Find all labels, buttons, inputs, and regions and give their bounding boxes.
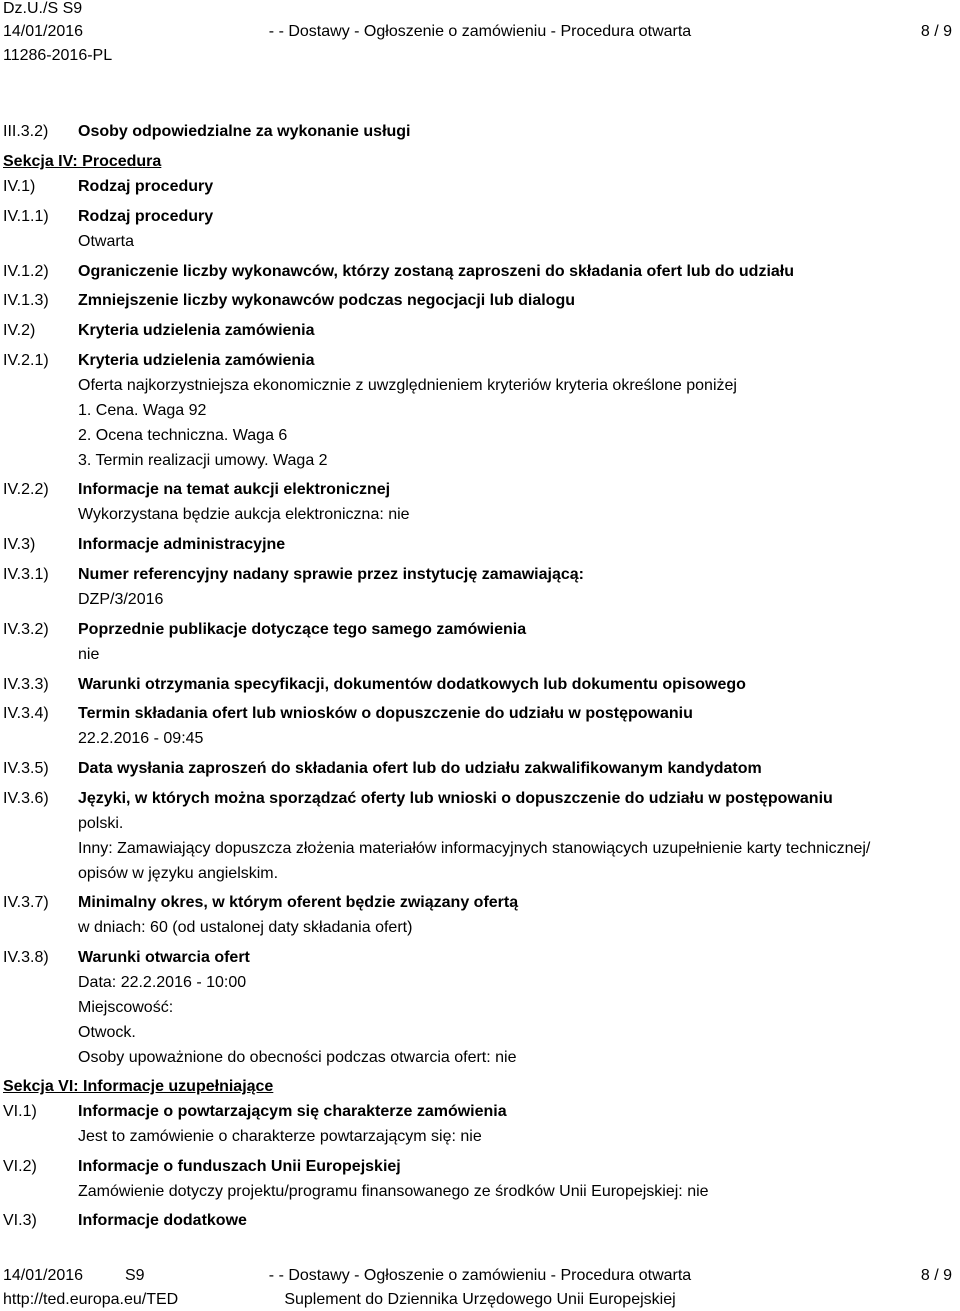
section-number: IV.1.3) xyxy=(3,292,49,309)
section-number: IV.1.2) xyxy=(3,263,49,280)
section-number: IV.3.1) xyxy=(3,566,49,583)
section-value: Inny: Zamawiający dopuszcza złożenia materiałów informacyjnych stanowiących uzupełnienie karty technicznej/ xyxy=(78,840,871,857)
header-date: 14/01/2016 xyxy=(3,23,84,40)
section-title: Zmniejszenie liczby wykonawców podczas negocjacji lub dialogu xyxy=(78,292,575,309)
section-title: Rodzaj procedury xyxy=(78,208,214,225)
section-title: Rodzaj procedury xyxy=(78,178,214,195)
section-number: VI.3) xyxy=(3,1212,37,1229)
section-title: Poprzednie publikacje dotyczące tego samego zamówienia xyxy=(78,621,527,638)
section-value: w dniach: 60 (od ustalonej daty składania ofert) xyxy=(78,919,413,936)
section-text: Wykorzystana będzie aukcja elektroniczna: nie xyxy=(78,506,410,523)
section-number: VI.1) xyxy=(3,1103,37,1120)
footer-url[interactable]: http://ted.europa.eu/TED xyxy=(3,1291,179,1308)
place-label: Miejscowość: xyxy=(78,999,174,1016)
section-number: IV.1) xyxy=(3,178,36,195)
footer-page-number: 8 / 9 xyxy=(920,1267,952,1284)
section-value: nie xyxy=(78,646,100,663)
section-value: DZP/3/2016 xyxy=(78,591,164,608)
section-heading: Sekcja VI: Informacje uzupełniające xyxy=(3,1078,274,1095)
section-number: IV.3.4) xyxy=(3,705,49,722)
section-title: Osoby odpowiedzialne za wykonanie usługi xyxy=(78,123,411,140)
section-number: IV.3) xyxy=(3,536,36,553)
section-title: Warunki otrzymania specyfikacji, dokumentów dodatkowych lub dokumentu opisowego xyxy=(78,676,746,693)
section-value: Otwarta xyxy=(78,233,135,250)
section-heading: Sekcja IV: Procedura xyxy=(3,153,162,170)
section-title: Języki, w których można sporządzać oferty lub wnioski o dopuszczenie do udziału w postępowaniu xyxy=(78,790,833,807)
section-title: Informacje o powtarzającym się charakterze zamówienia xyxy=(78,1103,507,1120)
criterion-item: 1. Cena. Waga 92 xyxy=(78,402,207,419)
header-title: - - Dostawy - Ogłoszenie o zamówieniu - Procedura otwarta xyxy=(268,23,692,40)
section-title: Warunki otwarcia ofert xyxy=(78,949,250,966)
header-page-number: 8 / 9 xyxy=(920,23,952,40)
header-doc-number: 11286-2016-PL xyxy=(3,47,113,64)
section-title: Informacje administracyjne xyxy=(78,536,286,553)
section-title: Ograniczenie liczby wykonawców, którzy zostaną zaproszeni do składania ofert lub do udziału xyxy=(78,263,794,280)
section-number: IV.3.2) xyxy=(3,621,49,638)
section-title: Kryteria udzielenia zamówienia xyxy=(78,322,315,339)
section-title: Numer referencyjny nadany sprawie przez instytucję zamawiającą: xyxy=(78,566,584,583)
footer-date: 14/01/2016 xyxy=(3,1267,84,1284)
section-number: VI.2) xyxy=(3,1158,37,1175)
section-number: IV.2.2) xyxy=(3,481,49,498)
section-value: 22.2.2016 - 09:45 xyxy=(78,730,204,747)
criterion-item: 3. Termin realizacji umowy. Waga 2 xyxy=(78,452,328,469)
section-title: Informacje na temat aukcji elektronicznej xyxy=(78,481,391,498)
section-number: IV.3.3) xyxy=(3,676,49,693)
section-title: Data wysłania zaproszeń do składania ofert lub do udziału zakwalifikowanym kandydatom xyxy=(78,760,762,777)
section-number: III.3.2) xyxy=(3,123,49,140)
header-series: Dz.U./S S9 xyxy=(3,0,83,17)
section-number: IV.2.1) xyxy=(3,352,49,369)
section-title: Kryteria udzielenia zamówienia xyxy=(78,352,315,369)
section-title: Minimalny okres, w którym oferent będzie związany ofertą xyxy=(78,894,519,911)
section-text: Jest to zamówienie o charakterze powtarzającym się: nie xyxy=(78,1128,482,1145)
section-value: polski. xyxy=(78,815,124,832)
section-value: opisów w języku angielskim. xyxy=(78,865,279,882)
section-number: IV.3.8) xyxy=(3,949,49,966)
section-value: Osoby upoważnione do obecności podczas otwarcia ofert: nie xyxy=(78,1049,517,1066)
section-text: Zamówienie dotyczy projektu/programu finansowanego ze środków Unii Europejskiej: nie xyxy=(78,1183,709,1200)
criterion-item: 2. Ocena techniczna. Waga 6 xyxy=(78,427,288,444)
section-number: IV.1.1) xyxy=(3,208,49,225)
section-title: Informacje o funduszach Unii Europejskiej xyxy=(78,1158,401,1175)
footer-title: - - Dostawy - Ogłoszenie o zamówieniu - Procedura otwarta xyxy=(268,1267,692,1284)
place-value: Otwock. xyxy=(78,1024,136,1041)
section-number: IV.3.5) xyxy=(3,760,49,777)
section-title: Termin składania ofert lub wniosków o dopuszczenie do udziału w postępowaniu xyxy=(78,705,693,722)
section-number: IV.3.7) xyxy=(3,894,49,911)
section-title: Informacje dodatkowe xyxy=(78,1212,247,1229)
footer-series: S9 xyxy=(125,1267,145,1284)
footer-supplement: Suplement do Dziennika Urzędowego Unii Europejskiej xyxy=(284,1291,676,1308)
section-number: IV.2) xyxy=(3,322,36,339)
section-number: IV.3.6) xyxy=(3,790,49,807)
opening-date: Data: 22.2.2016 - 10:00 xyxy=(78,974,247,991)
section-text: Oferta najkorzystniejsza ekonomicznie z uwzględnieniem kryteriów kryteria określone poniżej xyxy=(78,377,737,394)
